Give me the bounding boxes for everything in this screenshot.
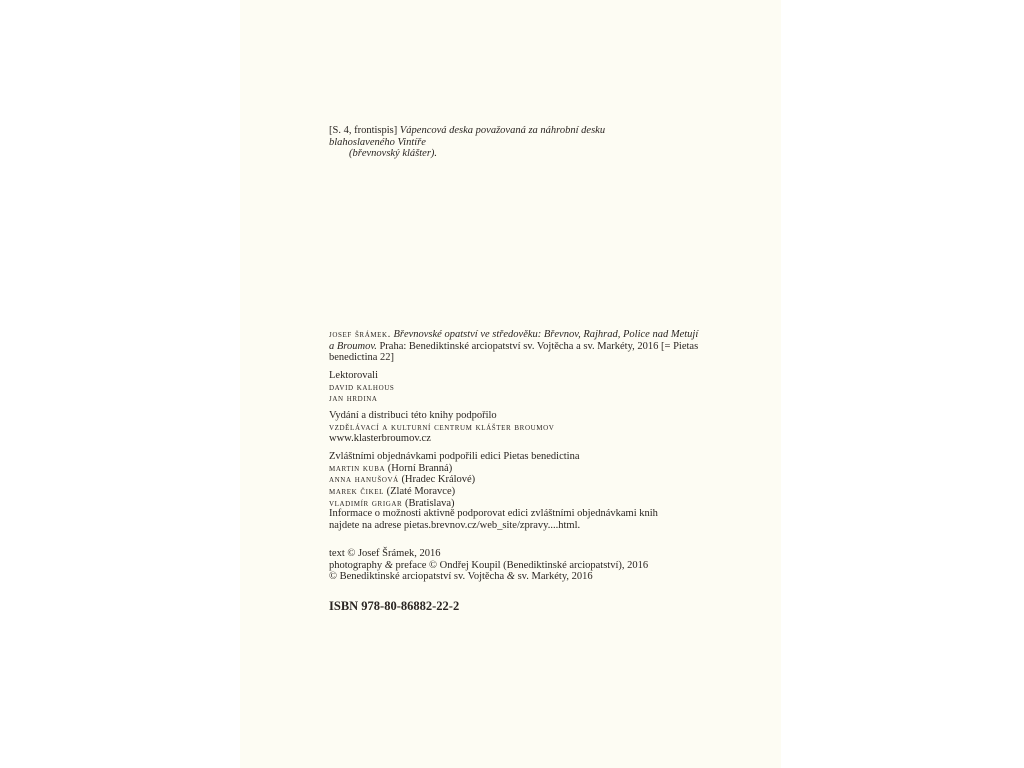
citation-author: josef šrámek. <box>329 329 391 340</box>
info-line: najdete na adrese pietas.brevnov.cz/web_site/zpravy....html. <box>329 519 581 531</box>
supporter-name: marek čikel <box>329 486 384 498</box>
copyright-photo-rest: preface © Ondřej Koupil (Benediktinské arciopatství), 2016 <box>395 559 649 571</box>
publisher-label: Vydání a distribuci této knihy podpořilo <box>329 410 497 421</box>
supporters-label: Zvláštními objednávkami podpořili edici Pietas benedictina <box>329 451 580 462</box>
caption-title-line2: (břevnovský klášter). <box>349 148 438 160</box>
supporter-row <box>329 486 659 498</box>
reviewer-name: jan hrdina <box>329 393 378 405</box>
citation-title-end: a Broumov. <box>329 340 377 352</box>
copyright-block <box>329 548 659 583</box>
supporter-row <box>329 474 659 486</box>
caption-prefix: [S. 4, frontispis] <box>329 125 398 136</box>
publisher-org: vzdělávací a kulturní centrum klášter broumov <box>329 421 555 433</box>
supporter-row <box>329 463 659 475</box>
caption-title-line1: Vápencová deska považovaná za náhrobní desku blahoslaveného Vintíře <box>329 125 606 148</box>
reviewers-label: Lektorovali <box>329 370 378 381</box>
reviewer-name: david kalhous <box>329 381 395 393</box>
frontispiece-caption <box>329 125 669 160</box>
publisher-block <box>329 410 659 445</box>
book-page <box>240 0 781 768</box>
supporter-name: vladimír grigar <box>329 497 403 509</box>
copyright-photo-label: photography <box>329 559 383 571</box>
supporters-block <box>329 451 659 510</box>
supporter-place: (Zlaté Moravce) <box>386 486 456 498</box>
supporter-place: (Horní Branná) <box>387 462 453 474</box>
citation-block <box>329 329 699 364</box>
copyright-publisher <box>329 571 659 583</box>
copyright-publisher-b: sv. Markéty, 2016 <box>517 571 593 583</box>
ampersand: & <box>506 571 515 583</box>
copyright-publisher-a: © Benediktinské arciopatství sv. Vojtěcha <box>329 571 505 583</box>
info-line: Informace o možnosti aktivně podporovat edici zvláštními objednávkami knih <box>329 508 658 519</box>
citation-publisher: Praha: Benediktinské arciopatství sv. Vojtěcha a sv. Markéty, 2016 [= Pietas <box>379 340 699 352</box>
ampersand: & <box>384 559 393 571</box>
citation-title: Břevnovské opatství ve středověku: Břevnov, Rajhrad, Police nad Metují <box>393 329 699 340</box>
info-block <box>329 508 659 531</box>
supporter-name: martin kuba <box>329 462 386 474</box>
copyright-photo <box>329 560 659 572</box>
isbn: ISBN 978-80-86882-22-2 <box>329 599 460 613</box>
supporter-name: anna hanušová <box>329 474 399 486</box>
supporter-place: (Bratislava) <box>404 497 455 509</box>
citation-series: benedictina 22] <box>329 352 395 364</box>
supporter-place: (Hradec Králové) <box>401 474 476 486</box>
publisher-url: www.klasterbroumov.cz <box>329 433 431 445</box>
reviewers-block <box>329 370 659 405</box>
copyright-text: text © Josef Šrámek, 2016 <box>329 548 441 559</box>
